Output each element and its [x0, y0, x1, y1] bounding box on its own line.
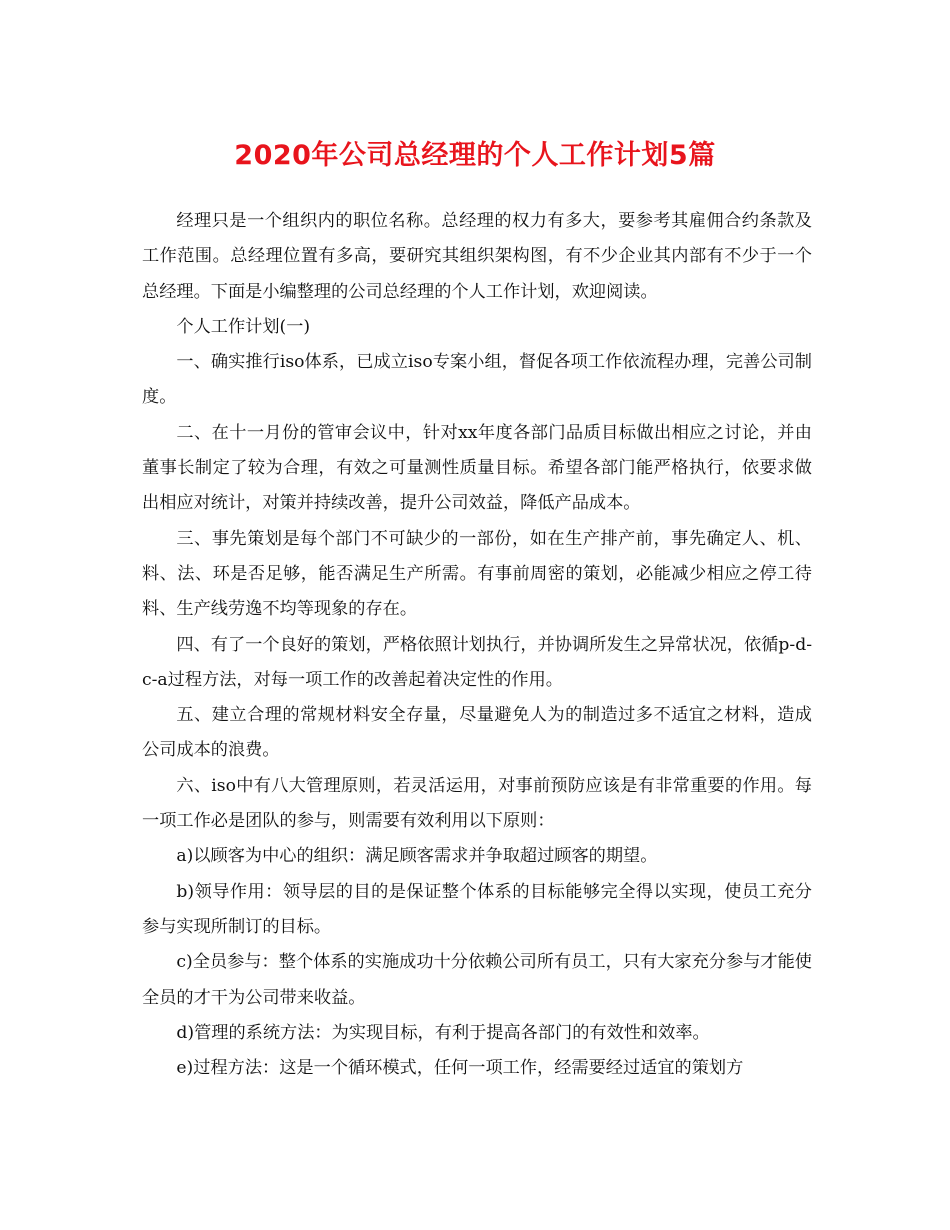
paragraph-intro: 经理只是一个组织内的职位名称。总经理的权力有多大，要参考其雇佣合约条款及工作范围。总经理位置有多高，要研究其组织架构图，有不少企业其内部有不少于一个总经理。下面是小编整理的公司总经理的个人工作计划，欢迎阅读。	[142, 211, 812, 302]
paragraph-heading-plan-1: 个人工作计划(一)	[176, 316, 311, 337]
paragraph-item-1: 一、确实推行iso体系，已成立iso专案小组，督促各项工作依流程办理，完善公司制度。	[142, 352, 812, 408]
paragraph-principle-a: a)以顾客为中心的组织：满足顾客需求并争取超过顾客的期望。	[176, 846, 658, 867]
paragraph-item-3: 三、事先策划是每个部门不可缺少的一部份，如在生产排产前，事先确定人、机、料、法、环是否足够，能否满足生产所需。有事前周密的策划，必能减少相应之停工待料、生产线劳逸不均等现象的存在。	[142, 528, 812, 620]
paragraph-principle-e: e)过程方法：这是一个循环模式，任何一项工作，经需要经过适宜的策划方	[176, 1058, 744, 1079]
document-title: 2020年公司总经理的个人工作计划5篇	[234, 140, 716, 171]
paragraph-item-6: 六、iso中有八大管理原则，若灵活运用，对事前预防应该是有非常重要的作用。每一项工作必是团队的参与，则需要有效利用以下原则：	[142, 775, 812, 832]
paragraph-principle-c: c)全员参与：整个体系的实施成功十分依赖公司所有员工，只有大家充分参与才能使全员的才干为公司带来收益。	[142, 952, 812, 1008]
paragraph-item-4: 四、有了一个良好的策划，严格依照计划执行，并协调所发生之异常状况，依循p-d-c-a过程方法，对每一项工作的改善起着决定性的作用。	[142, 634, 812, 690]
paragraph-principle-d: d)管理的系统方法：为实现目标，有利于提高各部门的有效性和效率。	[176, 1022, 710, 1043]
paragraph-item-5: 五、建立合理的常规材料安全存量，尽量避免人为的制造过多不适宜之材料，造成公司成本的浪费。	[142, 705, 812, 761]
paragraph-item-2: 二、在十一月份的管审会议中，针对xx年度各部门品质目标做出相应之讨论，并由董事长制定了较为合理，有效之可量测性质量目标。希望各部门能严格执行，依要求做出相应对统计，对策并持续改善，提升公司效益，降低产品成本。	[142, 422, 812, 514]
document-body	[142, 204, 812, 1086]
paragraph-principle-b: b)领导作用：领导层的目的是保证整个体系的目标能够完全得以实现，使员工充分参与实现所制订的目标。	[142, 881, 812, 937]
